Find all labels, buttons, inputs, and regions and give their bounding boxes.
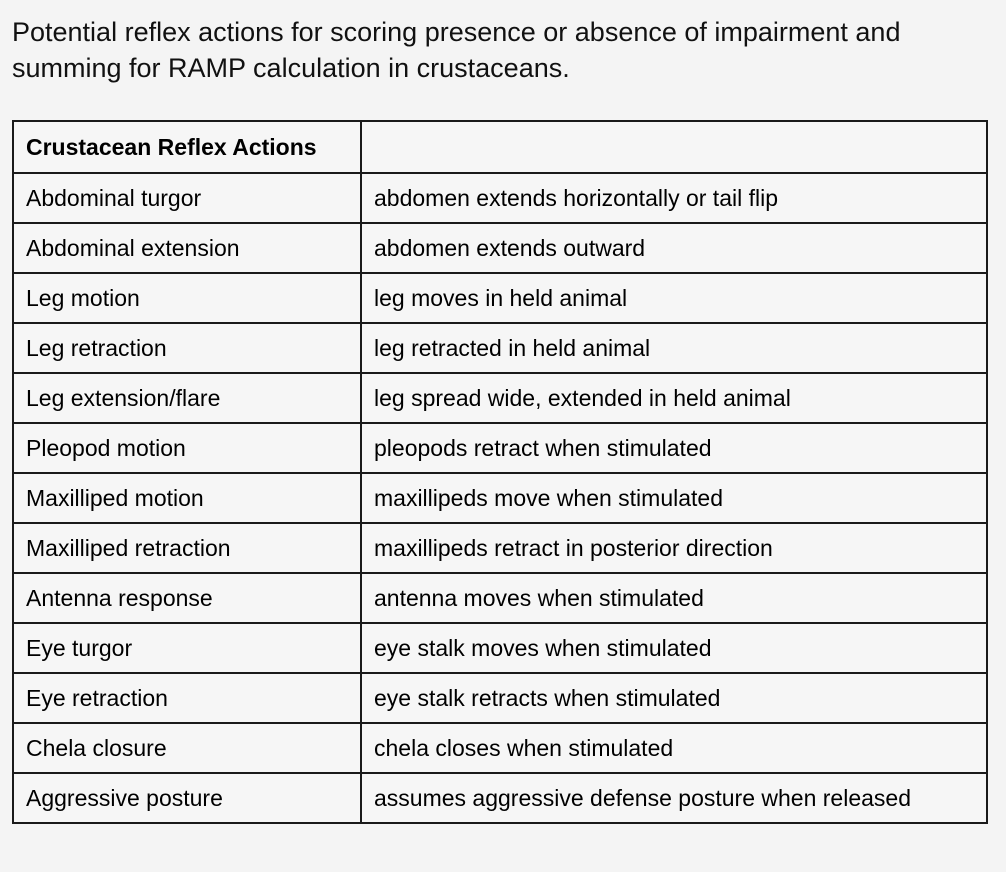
table-row — [13, 473, 987, 523]
table-row — [13, 273, 987, 323]
table-caption: Potential reflex actions for scoring presence or absence of impairment and summing for RAMP calculation in crustaceans. — [12, 17, 901, 83]
table-header — [13, 121, 987, 173]
reflex-description-cell: eye stalk moves when stimulated — [361, 623, 987, 673]
reflex-description-cell: eye stalk retracts when stimulated — [361, 673, 987, 723]
reflex-action-cell: Eye turgor — [13, 623, 361, 673]
reflex-description-cell: assumes aggressive defense posture when released — [361, 773, 987, 823]
reflex-action-cell: Eye retraction — [13, 673, 361, 723]
reflex-description-cell: pleopods retract when stimulated — [361, 423, 987, 473]
reflex-action-cell: Aggressive posture — [13, 773, 361, 823]
table-row — [13, 373, 987, 423]
table-row — [13, 673, 987, 723]
reflex-action-cell: Maxilliped motion — [13, 473, 361, 523]
reflex-description-cell: maxillipeds retract in posterior direction — [361, 523, 987, 573]
table-row — [13, 423, 987, 473]
table-row — [13, 623, 987, 673]
column-header-description — [361, 121, 987, 173]
reflex-description-cell: abdomen extends outward — [361, 223, 987, 273]
reflex-actions-table — [12, 120, 988, 824]
column-header-reflex-actions: Crustacean Reflex Actions — [13, 121, 361, 173]
table-row — [13, 323, 987, 373]
reflex-description-cell: leg retracted in held animal — [361, 323, 987, 373]
header-row — [13, 121, 987, 173]
table-row — [13, 173, 987, 223]
reflex-description-cell: leg moves in held animal — [361, 273, 987, 323]
table-row — [13, 573, 987, 623]
reflex-description-cell: chela closes when stimulated — [361, 723, 987, 773]
reflex-action-cell: Leg motion — [13, 273, 361, 323]
table-row — [13, 523, 987, 573]
table-row — [13, 773, 987, 823]
reflex-description-cell: maxillipeds move when stimulated — [361, 473, 987, 523]
reflex-action-cell: Pleopod motion — [13, 423, 361, 473]
reflex-action-cell: Abdominal turgor — [13, 173, 361, 223]
reflex-action-cell: Chela closure — [13, 723, 361, 773]
table-row — [13, 723, 987, 773]
table-body — [13, 173, 987, 823]
reflex-action-cell: Leg retraction — [13, 323, 361, 373]
reflex-description-cell: antenna moves when stimulated — [361, 573, 987, 623]
reflex-action-cell: Antenna response — [13, 573, 361, 623]
reflex-action-cell: Leg extension/flare — [13, 373, 361, 423]
reflex-action-cell: Abdominal extension — [13, 223, 361, 273]
table-row — [13, 223, 987, 273]
reflex-description-cell: abdomen extends horizontally or tail flip — [361, 173, 987, 223]
reflex-description-cell: leg spread wide, extended in held animal — [361, 373, 987, 423]
reflex-action-cell: Maxilliped retraction — [13, 523, 361, 573]
